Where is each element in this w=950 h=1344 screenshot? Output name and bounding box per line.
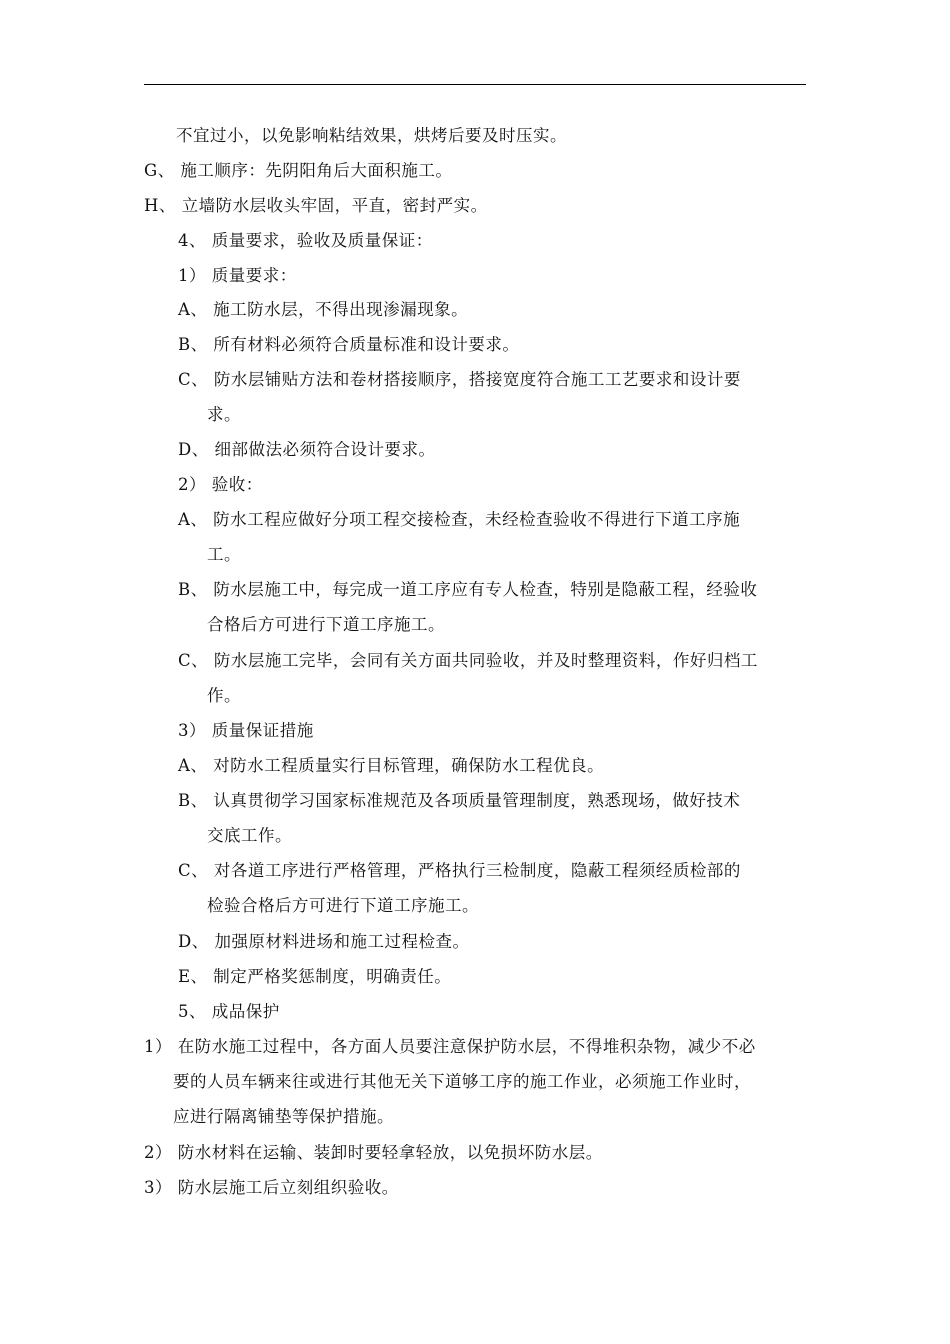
subsection-heading: 3） 质量保证措施 [178, 721, 314, 740]
text-line: A、 防水工程应做好分项工程交接检查，未经检查验收不得进行下道工序施 [178, 510, 741, 529]
section-heading: 4、 质量要求，验收及质量保证： [178, 231, 433, 250]
section-heading: 5、 成品保护 [178, 1002, 280, 1021]
text-line: 要的人员车辆来往或进行其他无关下道够工序的施工作业，必须施工作业时， [173, 1072, 751, 1091]
text-line: 合格后方可进行下道工序施工。 [207, 615, 445, 634]
header-rule [144, 84, 806, 85]
text-line: A、 施工防水层，不得出现渗漏现象。 [178, 300, 469, 319]
subsection-heading: 1） 质量要求： [178, 266, 297, 285]
text-line: B、 防水层施工中，每完成一道工序应有专人检查，特别是隐蔽工程，经验收 [178, 580, 758, 599]
text-line: 不宜过小，以免影响粘结效果，烘烤后要及时压实。 [176, 126, 567, 145]
text-line: D、 细部做法必须符合设计要求。 [178, 440, 436, 459]
text-line: D、 加强原材料进场和施工过程检查。 [178, 932, 470, 951]
text-line: 求。 [207, 405, 241, 424]
text-line: C、 对各道工序进行严格管理，严格执行三检制度，隐蔽工程须经质检部的 [178, 861, 741, 880]
text-line: 1） 在防水施工过程中，各方面人员要注意保护防水层，不得堆积杂物，减少不必 [144, 1037, 756, 1056]
text-line: 交底工作。 [207, 826, 292, 845]
text-line: H、 立墙防水层收头牢固，平直，密封严实。 [144, 196, 488, 215]
text-line: 2） 防水材料在运输、装卸时要轻拿轻放，以免损坏防水层。 [144, 1143, 603, 1162]
text-line: B、 认真贯彻学习国家标准规范及各项质量管理制度，熟悉现场，做好技术 [178, 791, 741, 810]
text-line: 应进行隔离铺垫等保护措施。 [173, 1107, 394, 1126]
text-line: 3） 防水层施工后立刻组织验收。 [144, 1178, 399, 1197]
text-line: C、 防水层铺贴方法和卷材搭接顺序，搭接宽度符合施工工艺要求和设计要 [178, 370, 741, 389]
text-line: B、 所有材料必须符合质量标准和设计要求。 [178, 335, 520, 354]
text-line: 检验合格后方可进行下道工序施工。 [207, 896, 479, 915]
text-line: C、 防水层施工完毕，会同有关方面共同验收，并及时整理资料，作好归档工 [178, 651, 758, 670]
subsection-heading: 2） 验收： [178, 475, 263, 494]
text-line: 工。 [207, 545, 241, 564]
text-line: A、 对防水工程质量实行目标管理，确保防水工程优良。 [178, 756, 605, 775]
text-line: 作。 [207, 686, 241, 705]
text-line: G、 施工顺序：先阴阳角后大面积施工。 [144, 161, 453, 180]
text-line: E、 制定严格奖惩制度，明确责任。 [178, 967, 452, 986]
